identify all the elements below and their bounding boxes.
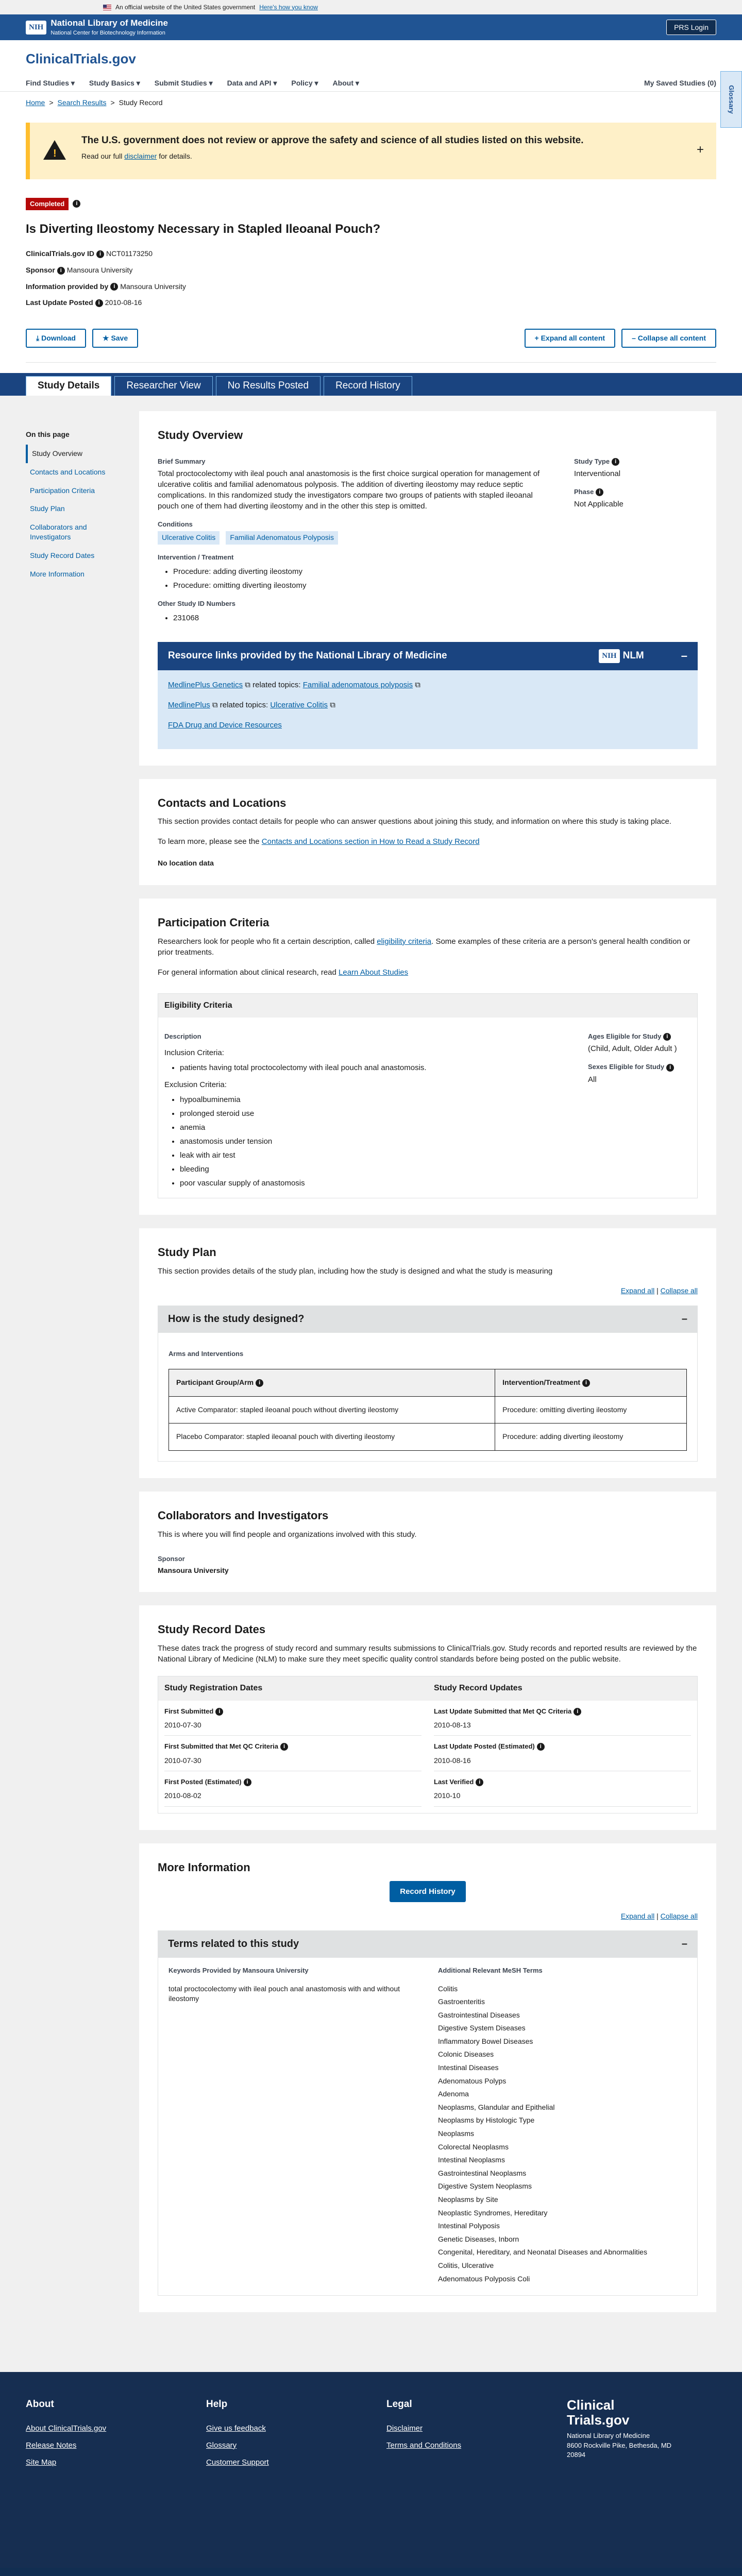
mesh-term: Digestive System Diseases bbox=[438, 2024, 526, 2032]
fda-resources-link[interactable]: FDA Drug and Device Resources bbox=[168, 720, 282, 730]
notice-text: Read our full disclaimer for details. bbox=[81, 152, 192, 161]
dates-table: Study Registration Dates First Submitted i 2010-07-30 First Submitted that Met QC Criteria i 2010-07-30 First Posted (Estimated) i 2010-08-02 Study Record Updates Last Update Submitted that Met QC Criteria i 2010-08-13 Last Update Posted (Estimated) i 2010-08-16 Last Verified i 2010-10 bbox=[158, 1676, 698, 1814]
study-overview-section: Study Overview Brief Summary Total proctocolectomy with ileal pouch anal anastomosis is the first choice surgical operation for management of ulcerative colitis and familial adenomatous polyposis. The addition of diverting ileostomy may reduce septic complications. In this randomized study the investigators compare two groups of patients with stapled ileoanal pouch one of them had diverting ileostomy and in the other this step is omitted. Conditions Ulcerative Colitis Familial Adenomatous Polyposis Intervention / Treatment • Procedure: adding diverting ileostomy • Procedure: omitting diverting ileostomy Other Study ID Numbers • 231068 Study Type i Interventional Phase i Not Applicable Resource links provided by the National Library of Medicine NIH NLM – MedlinePlus Genetics ⧉ related topics: Familial adenomatous polyposis ⧉ MedlinePlus ⧉ related topics: Ulcerative Colitis ⧉ FDA Drug and Device Resources bbox=[139, 411, 716, 766]
table-row: Placebo Comparator: stapled ileoanal pouch with diverting ileostomy Procedure: adding diverting ileostomy bbox=[169, 1423, 687, 1451]
agency-footer bbox=[0, 2568, 742, 2576]
expand-all-link[interactable]: Expand all bbox=[620, 1911, 655, 1920]
mesh-term: Neoplasms by Site bbox=[438, 2195, 498, 2204]
contacts-help-link[interactable]: Contacts and Locations section in How to Read a Study Record bbox=[261, 837, 480, 846]
collapse-all-link[interactable]: Collapse all bbox=[660, 1286, 698, 1295]
nav-about[interactable]: About ▾ bbox=[332, 79, 359, 88]
info-icon[interactable]: i bbox=[476, 1778, 483, 1786]
ages-eligible: (Child, Adult, Older Adult ) bbox=[588, 1044, 677, 1054]
nav-find-studies[interactable]: Find Studies ▾ bbox=[26, 79, 75, 88]
list-item: • hypoalbuminemia bbox=[180, 1094, 572, 1105]
notice-title: The U.S. government does not review or approve the safety and science of all studies listed on this website. bbox=[81, 134, 584, 146]
list-item: • leak with air test bbox=[180, 1150, 572, 1161]
medlineplus-genetics-link[interactable]: MedlinePlus Genetics bbox=[168, 680, 243, 689]
arms-table: Participant Group/Arm i Intervention/Treatment i Active Comparator: stapled ileoanal pouch without diverting ileostomy Procedure: omitting diverting ileostomy Placebo Comparator: stapled ileoanal pouch with diverting ileostomy Procedure: adding diverting ileostomy bbox=[168, 1369, 687, 1451]
condition-chip[interactable]: Ulcerative Colitis bbox=[158, 531, 220, 545]
list-item: • anemia bbox=[180, 1122, 572, 1133]
footer-terms-link[interactable]: Terms and Conditions bbox=[386, 2441, 462, 2450]
no-location: No location data bbox=[158, 859, 214, 868]
info-icon[interactable]: i bbox=[612, 458, 619, 466]
side-nav-more-info[interactable]: More Information bbox=[30, 569, 85, 578]
study-design-accordion: How is the study designed? – Arms and Interventions Participant Group/Arm i Intervention/Treatment i Active Comparator: stapled ileoanal pouch without diverting ileostomy Procedure: omitting diverting ileostomy Placebo Comparator: stapled ileoanal pouch with diverting ileostomy Procedure: adding diverting ileostomy bbox=[158, 1306, 698, 1462]
study-type: Interventional bbox=[574, 469, 621, 478]
footer-about-link[interactable]: About ClinicalTrials.gov bbox=[26, 2424, 107, 2433]
eligibility-box: Eligibility Criteria Description Inclusion Criteria: • patients having total proctocolectomy with ileal pouch anal anastomosis. Exclusion Criteria: • hypoalbuminemia • prolonged steroid use • anemia • anastomosis under tension • leak with air test • bleeding • poor vascular supply of anastomosis Ages Eligible for Study i (Child, Adult, Older Adult ) Sexes Eligible for Study i All bbox=[158, 993, 698, 1199]
side-nav-participation[interactable]: Participation Criteria bbox=[30, 486, 95, 495]
tab-record-history[interactable]: Record History bbox=[324, 376, 412, 396]
mesh-term: Neoplastic Syndromes, Hereditary bbox=[438, 2208, 548, 2217]
info-icon[interactable]: i bbox=[666, 1064, 674, 1072]
study-title: Is Diverting Ileostomy Necessary in Stapled Ileoanal Pouch? bbox=[26, 222, 381, 236]
footer-brand: Clinical Trials.gov National Library of Medicine 8600 Rockville Pike, Bethesda, MD 20894 bbox=[567, 2397, 672, 2459]
study-id: NCT01173250 bbox=[106, 249, 153, 258]
info-icon[interactable]: i bbox=[244, 1778, 251, 1786]
study-phase: Not Applicable bbox=[574, 499, 623, 509]
info-icon[interactable]: i bbox=[596, 488, 603, 496]
footer: About About ClinicalTrials.gov Release Notes Site Map Help Give us feedback Glossary Customer Support Legal Disclaimer Terms and Conditions Clinical Trials.gov National Library of Medicine 8600 Rockville Pike, Bethesda, MD 20894 bbox=[0, 2372, 742, 2568]
list-item: • poor vascular supply of anastomosis bbox=[180, 1178, 572, 1189]
mesh-term: Intestinal Neoplasms bbox=[438, 2156, 505, 2164]
mesh-term: Colonic Diseases bbox=[438, 2050, 494, 2059]
notice-expand-icon[interactable]: + bbox=[696, 142, 704, 157]
mesh-term: Colorectal Neoplasms bbox=[438, 2142, 509, 2151]
record-history-button[interactable]: Record History bbox=[390, 1881, 466, 1902]
glossary-tab[interactable]: Glossary bbox=[720, 71, 742, 128]
topic-link[interactable]: Familial adenomatous polyposis bbox=[302, 680, 413, 689]
learn-about-studies-link[interactable]: Learn About Studies bbox=[339, 968, 409, 977]
tab-study-details[interactable]: Study Details bbox=[26, 376, 111, 396]
study-info-provider: Mansoura University bbox=[120, 282, 186, 291]
study-header bbox=[0, 198, 742, 308]
mesh-term: Gastrointestinal Diseases bbox=[438, 2010, 520, 2019]
mesh-term: Colitis bbox=[438, 1984, 458, 1993]
breadcrumb-home[interactable]: Home bbox=[26, 98, 45, 107]
footer-glossary-link[interactable]: Glossary bbox=[206, 2441, 237, 2450]
footer-release-notes-link[interactable]: Release Notes bbox=[26, 2441, 77, 2450]
tab-no-results[interactable]: No Results Posted bbox=[216, 376, 321, 396]
info-icon[interactable]: i bbox=[663, 1033, 671, 1041]
mesh-term: Neoplasms bbox=[438, 2129, 475, 2138]
mesh-term: Adenomatous Polyposis Coli bbox=[438, 2274, 530, 2283]
record-dates-section: Study Record Dates These dates track the progress of study record and summary results submissions to ClinicalTrials.gov. Study records and reported results are reviewed by the National Library of Medicine (NLM) to make sure they meet specific quality control standards before being posted on the public website. Study Registration Dates First Submitted i 2010-07-30 First Submitted that Met QC Criteria i 2010-07-30 First Posted (Estimated) i 2010-08-02 Study Record Updates Last Update Submitted that Met QC Criteria i 2010-08-13 Last Update Posted (Estimated) i 2010-08-16 Last Verified i 2010-10 bbox=[139, 1605, 716, 1830]
collapse-all-button[interactable]: – Collapse all content bbox=[621, 329, 716, 348]
mesh-term: Digestive System Neoplasms bbox=[438, 2182, 532, 2191]
side-nav-study-plan[interactable]: Study Plan bbox=[30, 504, 65, 513]
side-nav-record-dates[interactable]: Study Record Dates bbox=[30, 551, 95, 560]
mesh-term: Intestinal Polyposis bbox=[438, 2222, 500, 2230]
footer-support-link[interactable]: Customer Support bbox=[206, 2458, 269, 2467]
side-nav-collaborators[interactable]: Collaborators and Investigators bbox=[30, 522, 87, 541]
mesh-term: Neoplasms, Glandular and Epithelial bbox=[438, 2103, 555, 2111]
contacts-section: Contacts and Locations This section provides contact details for people who can answer questions about joining this study, and information on where this study is taking place. To learn more, please see the Contacts and Locations section in How to Read a Study Record No location data bbox=[139, 779, 716, 885]
list-item: • anastomosis under tension bbox=[180, 1136, 572, 1147]
mesh-term: Inflammatory Bowel Diseases bbox=[438, 2037, 533, 2045]
gov-banner-text: An official website of the United States government bbox=[115, 3, 256, 11]
mesh-term: Colitis, Ulcerative bbox=[438, 2261, 494, 2269]
expand-all-link[interactable]: Expand all bbox=[620, 1286, 655, 1295]
terms-accordion: Terms related to this study – Keywords Provided by Mansoura University total proctocolectomy with ileal pouch anal anastomosis with and without ileostomy Additional Relevant MeSH Terms Colitis Gastroenteritis Gastrointestinal Diseases Digestive System Diseases Inflammatory Bowel Diseases Colonic Diseases Intestinal Diseases Adenomatous Polyps Adenoma Neoplasms, Glandular and Epithelial Neoplasms by Histologic Type Neoplasms Colorectal Neoplasms Intestinal Neoplasms Gastrointestinal Neoplasms Digestive System Neoplasms Neoplasms by Site Neoplastic Syndromes, Hereditary Intestinal Polyposis Genetic Diseases, Inborn Congenital, Hereditary, and Neonatal Diseases and Abnormalities Colitis, Ulcerative Adenomatous Polyposis Coli bbox=[158, 1930, 698, 2296]
nlm-subtitle: National Center for Biotechnology Information bbox=[50, 30, 165, 37]
study-sponsor: Mansoura University bbox=[66, 265, 133, 274]
site-logo[interactable]: ClinicalTrials.gov bbox=[26, 51, 136, 66]
mesh-term: Gastrointestinal Neoplasms bbox=[438, 2168, 527, 2177]
side-nav-heading: On this page bbox=[26, 430, 70, 438]
gov-banner bbox=[0, 0, 742, 14]
eligibility-link[interactable]: eligibility criteria bbox=[377, 937, 432, 946]
side-nav-contacts[interactable]: Contacts and Locations bbox=[30, 467, 106, 476]
mesh-term: Adenomatous Polyps bbox=[438, 2076, 507, 2085]
info-icon[interactable]: i bbox=[95, 299, 103, 307]
list-item: • Procedure: adding diverting ileostomy bbox=[173, 566, 553, 577]
info-icon[interactable]: i bbox=[256, 1379, 263, 1387]
list-item: • Procedure: omitting diverting ileostomy bbox=[173, 580, 553, 591]
nlm-title: National Library of Medicine bbox=[50, 18, 168, 28]
mesh-term: Adenoma bbox=[438, 2090, 469, 2098]
resource-links-title: Resource links provided by the National Library of Medicine bbox=[168, 650, 447, 661]
study-last-update: 2010-08-16 bbox=[105, 298, 142, 307]
info-icon[interactable]: i bbox=[110, 283, 118, 291]
info-icon[interactable]: i bbox=[96, 250, 104, 258]
nlm-logo-icon: NIH NLM bbox=[599, 649, 644, 663]
mesh-term: Neoplasms by Histologic Type bbox=[438, 2116, 535, 2125]
list-item: • patients having total proctocolectomy with ileal pouch anal anastomosis. bbox=[180, 1062, 572, 1073]
info-icon[interactable]: i bbox=[73, 200, 80, 208]
study-plan-section: Study Plan This section provides details of the study plan, including how the study is designed and what the study is measuring Expand all | Collapse all How is the study designed? – Arms and Interventions Participant Group/Arm i Intervention/Treatment i Active Comparator: stapled ileoanal pouch without diverting ileostomy Procedure: omitting diverting ileostomy Placebo Comparator: stapled ileoanal pouch with diverting ileostomy Procedure: adding diverting ileostomy bbox=[139, 1228, 716, 1478]
study-meta: ClinicalTrials.gov ID i NCT01173250 Sponsor i Mansoura University Information provided by i Mansoura University Last Update Posted i 2010-08-16 bbox=[26, 249, 186, 307]
mesh-term: Genetic Diseases, Inborn bbox=[438, 2234, 519, 2243]
keywords: total proctocolectomy with ileal pouch anal anastomosis with and without ileostomy bbox=[168, 1984, 400, 2003]
collab-sponsor: Mansoura University bbox=[158, 1566, 229, 1574]
footer-site-map-link[interactable]: Site Map bbox=[26, 2458, 57, 2467]
list-item: • prolonged steroid use bbox=[180, 1108, 572, 1119]
tab-bar bbox=[0, 373, 742, 396]
download-icon: ⤓ bbox=[36, 333, 40, 342]
more-info-section: More Information Record History Expand all | Collapse all Terms related to this study – Keywords Provided by Mansoura University total proctocolectomy with ileal pouch anal anastomosis with and without ileostomy Additional Relevant MeSH Terms Colitis Gastroenteritis Gastrointestinal Diseases Digestive System Diseases Inflammatory Bowel Diseases Colonic Diseases Intestinal Diseases Adenomatous Polyps Adenoma Neoplasms, Glandular and Epithelial Neoplasms by Histologic Type Neoplasms Colorectal Neoplasms Intestinal Neoplasms Gastrointestinal Neoplasms Digestive System Neoplasms Neoplasms by Site Neoplastic Syndromes, Hereditary Intestinal Polyposis Genetic Diseases, Inborn Congenital, Hereditary, and Neonatal Diseases and Abnormalities Colitis, Ulcerative Adenomatous Polyposis Coli bbox=[139, 1843, 716, 2312]
disclaimer-notice bbox=[26, 123, 716, 179]
download-button[interactable]: ⤓ Download bbox=[26, 329, 86, 348]
nav-study-basics[interactable]: Study Basics ▾ bbox=[89, 79, 140, 88]
table-row: Active Comparator: stapled ileoanal pouch without diverting ileostomy Procedure: omitting diverting ileostomy bbox=[169, 1396, 687, 1423]
info-icon[interactable]: i bbox=[537, 1743, 545, 1751]
list-item: • bleeding bbox=[180, 1164, 572, 1175]
content bbox=[139, 411, 716, 2326]
disclaimer-link[interactable]: disclaimer bbox=[124, 152, 157, 161]
warning-icon: ! bbox=[43, 140, 66, 160]
expand-all-button[interactable]: + Expand all content bbox=[525, 329, 616, 348]
condition-chip[interactable]: Familial Adenomatous Polyposis bbox=[226, 531, 338, 545]
collapse-all-link[interactable]: Collapse all bbox=[660, 1911, 698, 1920]
nav-policy[interactable]: Policy ▾ bbox=[291, 79, 318, 88]
nih-logo-icon: NIH bbox=[26, 21, 46, 35]
us-flag-icon bbox=[103, 5, 111, 10]
nav-data-api[interactable]: Data and API ▾ bbox=[227, 79, 277, 88]
saved-studies-link[interactable]: My Saved Studies (0) bbox=[644, 79, 716, 88]
info-icon[interactable]: i bbox=[574, 1708, 581, 1716]
prs-login-button[interactable]: PRS Login bbox=[666, 20, 716, 35]
footer-disclaimer-link[interactable]: Disclaimer bbox=[386, 2424, 423, 2433]
tab-researcher-view[interactable]: Researcher View bbox=[114, 376, 212, 396]
info-icon[interactable]: i bbox=[215, 1708, 223, 1716]
breadcrumb-current: Study Record bbox=[119, 98, 163, 107]
section-title: Study Overview bbox=[158, 428, 243, 442]
side-nav-study-overview[interactable]: Study Overview bbox=[26, 445, 129, 463]
gov-banner-link[interactable]: Here's how you know bbox=[259, 3, 318, 11]
save-icon: ★ bbox=[102, 333, 109, 342]
resource-links: Resource links provided by the National Library of Medicine NIH NLM – MedlinePlus Genetics ⧉ related topics: Familial adenomatous polyposis ⧉ MedlinePlus ⧉ related topics: Ulcerative Colitis ⧉ FDA Drug and Device Resources bbox=[158, 642, 698, 749]
action-bar bbox=[26, 329, 716, 363]
info-icon[interactable]: i bbox=[280, 1743, 288, 1751]
footer-feedback-link[interactable]: Give us feedback bbox=[206, 2424, 266, 2433]
participation-section: Participation Criteria Researchers look for people who fit a certain description, called eligibility criteria. Some examples of these criteria are a person's general health condition or prior treatments. For general information about clinical research, read Learn About Studies Eligibility Criteria Description Inclusion Criteria: • patients having total proctocolectomy with ileal pouch anal anastomosis. Exclusion Criteria: • hypoalbuminemia • prolonged steroid use • anemia • anastomosis under tension • leak with air test • bleeding • poor vascular supply of anastomosis Ages Eligible for Study i (Child, Adult, Older Adult ) Sexes Eligible for Study i All bbox=[139, 899, 716, 1215]
info-icon[interactable]: i bbox=[582, 1379, 590, 1387]
collaborators-section: Collaborators and Investigators This is where you will find people and organizations involved with this study. Sponsor Mansoura University bbox=[139, 1492, 716, 1592]
top-nav bbox=[26, 78, 716, 89]
save-button[interactable]: ★ Save bbox=[92, 329, 138, 348]
collapse-icon[interactable]: – bbox=[681, 1938, 687, 1950]
info-icon[interactable]: i bbox=[57, 267, 65, 275]
nlm-logo[interactable] bbox=[26, 17, 168, 37]
mesh-term: Intestinal Diseases bbox=[438, 2063, 499, 2072]
side-nav bbox=[26, 411, 129, 2326]
other-study-id: • 231068 bbox=[173, 613, 553, 623]
breadcrumb-search-results[interactable]: Search Results bbox=[57, 98, 107, 107]
topic-link[interactable]: Ulcerative Colitis bbox=[270, 700, 328, 709]
breadcrumb: Home > Search Results > Study Record bbox=[0, 98, 742, 108]
medlineplus-link[interactable]: MedlinePlus bbox=[168, 700, 210, 709]
nlm-bar bbox=[0, 14, 742, 40]
nav-submit-studies[interactable]: Submit Studies ▾ bbox=[154, 79, 213, 88]
brief-summary: Total proctocolectomy with ileal pouch anal anastomosis is the first choice surgical operation for management of ulcerative colitis and familial adenomatous polyposis. The addition of diverting ileostomy may reduce septic complications. In this randomized study the investigators compare two groups of patients with stapled ileoanal pouch one of them had diverting ileostomy and in the other this step is omitted. bbox=[158, 469, 540, 511]
collapse-icon[interactable]: – bbox=[681, 649, 687, 662]
main-area bbox=[0, 396, 742, 2372]
status-badge: Completed bbox=[26, 198, 69, 210]
sexes-eligible: All bbox=[588, 1075, 597, 1084]
mesh-term: Gastroenteritis bbox=[438, 1997, 485, 2006]
mesh-term: Congenital, Hereditary, and Neonatal Diseases and Abnormalities bbox=[438, 2248, 647, 2257]
collapse-icon[interactable]: – bbox=[681, 1313, 687, 1325]
